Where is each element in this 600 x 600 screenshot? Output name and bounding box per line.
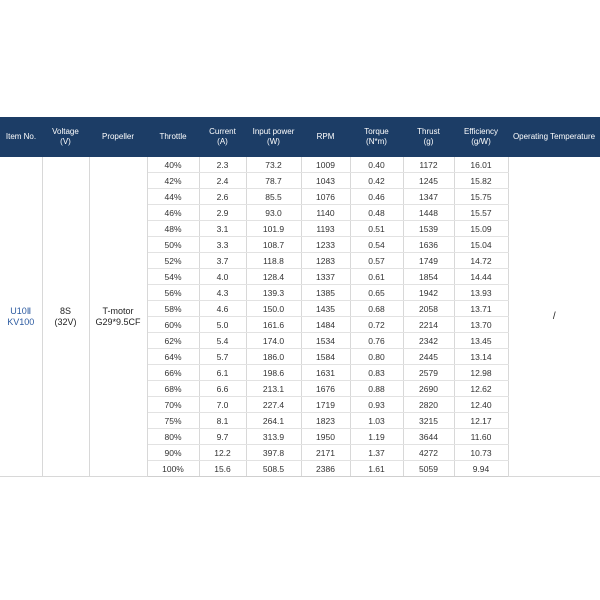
current-cell: 4.0 <box>199 269 246 285</box>
current-cell: 2.4 <box>199 173 246 189</box>
current-cell: 6.6 <box>199 381 246 397</box>
current-cell: 2.6 <box>199 189 246 205</box>
torque-cell: 1.61 <box>350 461 403 477</box>
input-power-cell: 161.6 <box>246 317 301 333</box>
thrust-cell: 1539 <box>403 221 454 237</box>
thrust-cell: 1749 <box>403 253 454 269</box>
throttle-cell: 75% <box>147 413 199 429</box>
rpm-cell: 1337 <box>301 269 350 285</box>
efficiency-cell: 13.93 <box>454 285 508 301</box>
header-operating-temperature: Operating Temperature <box>512 132 596 141</box>
voltage-cells: 8S <box>59 305 71 316</box>
throttle-cell: 48% <box>147 221 199 237</box>
torque-cell: 0.68 <box>350 301 403 317</box>
header-rpm: RPM <box>316 132 335 141</box>
thrust-cell: 2579 <box>403 365 454 381</box>
thrust-cell: 1347 <box>403 189 454 205</box>
rpm-cell: 1584 <box>301 349 350 365</box>
thrust-cell: 2342 <box>403 333 454 349</box>
thrust-cell: 1854 <box>403 269 454 285</box>
torque-cell: 0.54 <box>350 237 403 253</box>
efficiency-cell: 15.57 <box>454 205 508 221</box>
thrust-cell: 3215 <box>403 413 454 429</box>
torque-cell: 0.76 <box>350 333 403 349</box>
header-propeller: Propeller <box>101 132 134 141</box>
current-cell: 3.1 <box>199 221 246 237</box>
input-power-cell: 118.8 <box>246 253 301 269</box>
thrust-cell: 1172 <box>403 157 454 173</box>
header-throttle: Throttle <box>159 132 187 141</box>
input-power-cell: 313.9 <box>246 429 301 445</box>
rpm-cell: 1823 <box>301 413 350 429</box>
current-cell: 6.1 <box>199 365 246 381</box>
table-row <box>0 157 600 173</box>
input-power-cell: 186.0 <box>246 349 301 365</box>
item-model: U10Ⅱ <box>10 305 32 316</box>
torque-cell: 0.40 <box>350 157 403 173</box>
efficiency-cell: 13.45 <box>454 333 508 349</box>
throttle-cell: 54% <box>147 269 199 285</box>
rpm-cell: 1435 <box>301 301 350 317</box>
rpm-cell: 1193 <box>301 221 350 237</box>
rpm-cell: 1076 <box>301 189 350 205</box>
thrust-cell: 1636 <box>403 237 454 253</box>
rpm-cell: 1233 <box>301 237 350 253</box>
throttle-cell: 60% <box>147 317 199 333</box>
thrust-cell: 1245 <box>403 173 454 189</box>
header-row <box>0 117 600 157</box>
efficiency-cell: 15.75 <box>454 189 508 205</box>
torque-cell: 0.93 <box>350 397 403 413</box>
item-no-cell <box>0 157 42 477</box>
rpm-cell: 1283 <box>301 253 350 269</box>
efficiency-cell: 10.73 <box>454 445 508 461</box>
torque-cell: 0.51 <box>350 221 403 237</box>
thrust-cell: 4272 <box>403 445 454 461</box>
current-cell: 4.3 <box>199 285 246 301</box>
rpm-cell: 1009 <box>301 157 350 173</box>
propeller-model: G29*9.5CF <box>95 316 141 327</box>
table-body <box>0 157 600 477</box>
efficiency-cell: 14.72 <box>454 253 508 269</box>
current-cell: 4.6 <box>199 301 246 317</box>
efficiency-cell: 9.94 <box>454 461 508 477</box>
thrust-cell: 1942 <box>403 285 454 301</box>
current-cell: 12.2 <box>199 445 246 461</box>
thrust-cell: 2214 <box>403 317 454 333</box>
torque-cell: 0.42 <box>350 173 403 189</box>
propeller-cell <box>89 157 147 477</box>
input-power-cell: 78.7 <box>246 173 301 189</box>
efficiency-cell: 14.44 <box>454 269 508 285</box>
rpm-cell: 1385 <box>301 285 350 301</box>
rpm-cell: 1534 <box>301 333 350 349</box>
input-power-cell: 198.6 <box>246 365 301 381</box>
torque-cell: 0.65 <box>350 285 403 301</box>
current-cell: 3.3 <box>199 237 246 253</box>
rpm-cell: 1631 <box>301 365 350 381</box>
thrust-cell: 2058 <box>403 301 454 317</box>
efficiency-cell: 12.40 <box>454 397 508 413</box>
torque-cell: 1.37 <box>350 445 403 461</box>
throttle-cell: 42% <box>147 173 199 189</box>
thrust-cell: 1448 <box>403 205 454 221</box>
efficiency-cell: 15.04 <box>454 237 508 253</box>
header-torque: Torque (N*m) <box>364 127 389 146</box>
input-power-cell: 508.5 <box>246 461 301 477</box>
rpm-cell: 2171 <box>301 445 350 461</box>
input-power-cell: 264.1 <box>246 413 301 429</box>
throttle-cell: 44% <box>147 189 199 205</box>
efficiency-cell: 13.70 <box>454 317 508 333</box>
voltage-value: (32V) <box>54 316 77 327</box>
input-power-cell: 73.2 <box>246 157 301 173</box>
throttle-cell: 58% <box>147 301 199 317</box>
input-power-cell: 93.0 <box>246 205 301 221</box>
throttle-cell: 100% <box>147 461 199 477</box>
torque-cell: 1.03 <box>350 413 403 429</box>
input-power-cell: 227.4 <box>246 397 301 413</box>
throttle-cell: 62% <box>147 333 199 349</box>
header-current: Current (A) <box>209 127 236 146</box>
thrust-cell: 2690 <box>403 381 454 397</box>
current-cell: 8.1 <box>199 413 246 429</box>
input-power-cell: 150.0 <box>246 301 301 317</box>
input-power-cell: 213.1 <box>246 381 301 397</box>
current-cell: 3.7 <box>199 253 246 269</box>
header-input-power: Input power (W) <box>252 127 295 146</box>
torque-cell: 0.61 <box>350 269 403 285</box>
current-cell: 2.3 <box>199 157 246 173</box>
throttle-cell: 40% <box>147 157 199 173</box>
header-thrust: Thrust (g) <box>417 127 440 146</box>
current-cell: 5.4 <box>199 333 246 349</box>
header-item-no: Item No. <box>5 132 37 141</box>
throttle-cell: 50% <box>147 237 199 253</box>
thrust-cell: 3644 <box>403 429 454 445</box>
efficiency-cell: 15.09 <box>454 221 508 237</box>
torque-cell: 0.72 <box>350 317 403 333</box>
rpm-cell: 1140 <box>301 205 350 221</box>
current-cell: 15.6 <box>199 461 246 477</box>
torque-cell: 0.57 <box>350 253 403 269</box>
efficiency-cell: 11.60 <box>454 429 508 445</box>
performance-table <box>0 117 600 477</box>
input-power-cell: 85.5 <box>246 189 301 205</box>
throttle-cell: 68% <box>147 381 199 397</box>
efficiency-cell: 15.82 <box>454 173 508 189</box>
torque-cell: 0.88 <box>350 381 403 397</box>
throttle-cell: 52% <box>147 253 199 269</box>
thrust-cell: 5059 <box>403 461 454 477</box>
throttle-cell: 66% <box>147 365 199 381</box>
performance-table-container <box>0 117 600 477</box>
rpm-cell: 2386 <box>301 461 350 477</box>
current-cell: 5.0 <box>199 317 246 333</box>
torque-cell: 1.19 <box>350 429 403 445</box>
input-power-cell: 128.4 <box>246 269 301 285</box>
rpm-cell: 1950 <box>301 429 350 445</box>
rpm-cell: 1043 <box>301 173 350 189</box>
torque-cell: 0.83 <box>350 365 403 381</box>
operating-temperature-cell: / <box>508 157 600 477</box>
rpm-cell: 1719 <box>301 397 350 413</box>
thrust-cell: 2445 <box>403 349 454 365</box>
input-power-cell: 397.8 <box>246 445 301 461</box>
header-efficiency: Efficiency (g/W) <box>463 127 499 146</box>
item-kv: KV100 <box>7 316 35 327</box>
current-cell: 7.0 <box>199 397 246 413</box>
torque-cell: 0.80 <box>350 349 403 365</box>
header-voltage: Voltage (V) <box>52 127 79 146</box>
voltage-cell <box>42 157 89 477</box>
current-cell: 5.7 <box>199 349 246 365</box>
current-cell: 9.7 <box>199 429 246 445</box>
efficiency-cell: 13.71 <box>454 301 508 317</box>
input-power-cell: 139.3 <box>246 285 301 301</box>
input-power-cell: 174.0 <box>246 333 301 349</box>
current-cell: 2.9 <box>199 205 246 221</box>
efficiency-cell: 12.62 <box>454 381 508 397</box>
efficiency-cell: 16.01 <box>454 157 508 173</box>
rpm-cell: 1484 <box>301 317 350 333</box>
efficiency-cell: 12.17 <box>454 413 508 429</box>
propeller-brand: T-motor <box>102 305 134 316</box>
input-power-cell: 108.7 <box>246 237 301 253</box>
throttle-cell: 56% <box>147 285 199 301</box>
efficiency-cell: 13.14 <box>454 349 508 365</box>
throttle-cell: 70% <box>147 397 199 413</box>
throttle-cell: 90% <box>147 445 199 461</box>
thrust-cell: 2820 <box>403 397 454 413</box>
throttle-cell: 80% <box>147 429 199 445</box>
efficiency-cell: 12.98 <box>454 365 508 381</box>
torque-cell: 0.46 <box>350 189 403 205</box>
rpm-cell: 1676 <box>301 381 350 397</box>
throttle-cell: 46% <box>147 205 199 221</box>
torque-cell: 0.48 <box>350 205 403 221</box>
input-power-cell: 101.9 <box>246 221 301 237</box>
throttle-cell: 64% <box>147 349 199 365</box>
